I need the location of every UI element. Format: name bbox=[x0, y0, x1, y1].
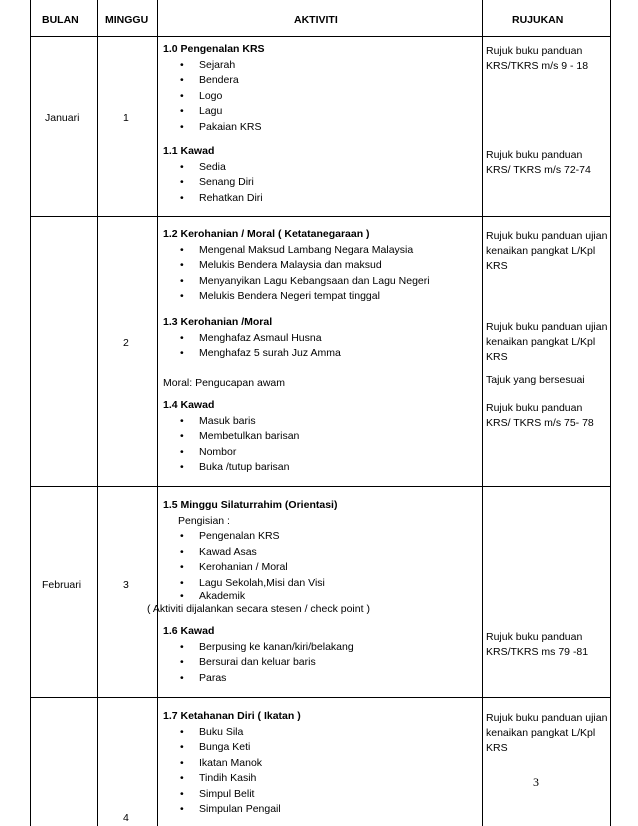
list-item: • Buka /tutup barisan bbox=[163, 460, 483, 476]
activity-title: 1.6 Kawad bbox=[163, 625, 215, 637]
table-border-right bbox=[610, 0, 611, 826]
activity-title: 1.5 Minggu Silaturrahim (Orientasi) bbox=[163, 499, 338, 511]
activity-block-1-5 bbox=[147, 498, 467, 618]
header-aktiviti: AKTIVITI bbox=[294, 14, 338, 26]
list-item: • Berpusing ke kanan/kiri/belakang bbox=[163, 640, 483, 656]
activity-block-1-1 bbox=[163, 144, 483, 206]
table-border-col2 bbox=[157, 0, 158, 826]
list-item: • Nombor bbox=[163, 445, 483, 461]
list-item: • Paras bbox=[163, 671, 483, 687]
activity-title: 1.3 Kerohanian /Moral bbox=[163, 316, 273, 328]
list-item: • Simpulan Pengail bbox=[163, 802, 483, 818]
list-item: • Kerohanian / Moral bbox=[163, 560, 467, 576]
activity-note: ( Aktiviti dijalankan secara stesen / check point ) bbox=[147, 603, 370, 615]
row4-minggu: 4 bbox=[123, 812, 129, 824]
list-item: • Sedia bbox=[163, 160, 483, 176]
page-number: 3 bbox=[533, 775, 539, 789]
activity-title: 1.2 Kerohanian / Moral ( Ketatanegaraan ) bbox=[163, 228, 370, 240]
row3-bulan: Februari bbox=[42, 579, 82, 591]
header-bulan: BULAN bbox=[42, 14, 79, 26]
activity-title: 1.4 Kawad bbox=[163, 399, 215, 411]
list-item: • Bendera bbox=[163, 73, 483, 89]
list-item: • Senang Diri bbox=[163, 175, 483, 191]
list-item: • Buku Sila bbox=[163, 725, 483, 741]
activity-title: 1.0 Pengenalan KRS bbox=[163, 43, 265, 55]
activity-block-1-0 bbox=[163, 42, 483, 135]
list-item: • Melukis Bendera Malaysia dan maksud bbox=[163, 258, 483, 274]
list-item: • Akademik bbox=[163, 591, 467, 602]
reference-text: Rujuk buku panduan KRS/ TKRS m/s 75- 78 bbox=[486, 402, 594, 429]
activity-title: 1.1 Kawad bbox=[163, 145, 215, 157]
table-border-col1 bbox=[97, 0, 98, 826]
header-rujukan: RUJUKAN bbox=[512, 14, 564, 26]
list-item: • Logo bbox=[163, 89, 483, 105]
table-border-header bbox=[30, 36, 610, 37]
reference-text: Rujuk buku panduan ujian kenaikan pangkat L/Kpl KRS bbox=[486, 230, 608, 272]
row3-minggu: 3 bbox=[123, 579, 129, 591]
list-item: • Bunga Keti bbox=[163, 740, 483, 756]
list-item: • Lagu Sekolah,Misi dan Visi bbox=[163, 576, 467, 592]
reference-text: Rujuk buku panduan KRS/ TKRS m/s 72-74 bbox=[486, 149, 591, 176]
activity-block-1-4 bbox=[163, 398, 483, 476]
moral-note: Moral: Pengucapan awam bbox=[163, 376, 285, 389]
activity-block-1-3 bbox=[163, 315, 483, 391]
list-item: • Kawad Asas bbox=[163, 545, 467, 561]
reference-text: Tajuk yang bersesuai bbox=[486, 374, 585, 386]
list-item: • Melukis Bendera Negeri tempat tinggal bbox=[163, 289, 483, 305]
reference-text: Rujuk buku panduan ujian kenaikan pangkat L/Kpl KRS bbox=[486, 712, 608, 754]
row2-minggu: 2 bbox=[123, 337, 129, 349]
table-border-row3 bbox=[30, 697, 610, 698]
table-border-left bbox=[30, 0, 31, 826]
list-item: • Menghafaz Asmaul Husna bbox=[163, 331, 483, 347]
list-item: • Tindih Kasih bbox=[163, 771, 483, 787]
activity-subtitle: Pengisian : bbox=[178, 514, 230, 527]
reference-text: Rujuk buku panduan ujian kenaikan pangkat L/Kpl KRS bbox=[486, 321, 608, 363]
list-item: • Ikatan Manok bbox=[163, 756, 483, 772]
table-border-row2 bbox=[30, 486, 610, 487]
reference-text: Rujuk buku panduan KRS/TKRS ms 79 -81 bbox=[486, 631, 589, 658]
activity-block-1-7 bbox=[163, 709, 483, 818]
list-item: • Sejarah bbox=[163, 58, 483, 74]
activity-block-1-6 bbox=[163, 624, 483, 686]
list-item: • Membetulkan barisan bbox=[163, 429, 483, 445]
list-item: • Lagu bbox=[163, 104, 483, 120]
list-item: • Pengenalan KRS bbox=[163, 529, 467, 545]
list-item: • Masuk baris bbox=[163, 414, 483, 430]
list-item: • Menyanyikan Lagu Kebangsaan dan Lagu Negeri bbox=[163, 274, 483, 290]
list-item: • Bersurai dan keluar baris bbox=[163, 655, 483, 671]
list-item: • Simpul Belit bbox=[163, 787, 483, 803]
list-item: • Menghafaz 5 surah Juz Amma bbox=[163, 346, 483, 362]
table-border-row1 bbox=[30, 216, 610, 217]
row1-minggu: 1 bbox=[123, 112, 129, 124]
header-minggu: MINGGU bbox=[105, 14, 149, 26]
activity-block-1-2 bbox=[163, 227, 483, 305]
activity-title: 1.7 Ketahanan Diri ( Ikatan ) bbox=[163, 710, 301, 722]
row1-bulan: Januari bbox=[45, 112, 80, 124]
list-item: • Rehatkan Diri bbox=[163, 191, 483, 207]
reference-text: Rujuk buku panduan KRS/TKRS m/s 9 - 18 bbox=[486, 45, 589, 72]
list-item: • Mengenal Maksud Lambang Negara Malaysia bbox=[163, 243, 483, 259]
list-item: • Pakaian KRS bbox=[163, 120, 483, 136]
